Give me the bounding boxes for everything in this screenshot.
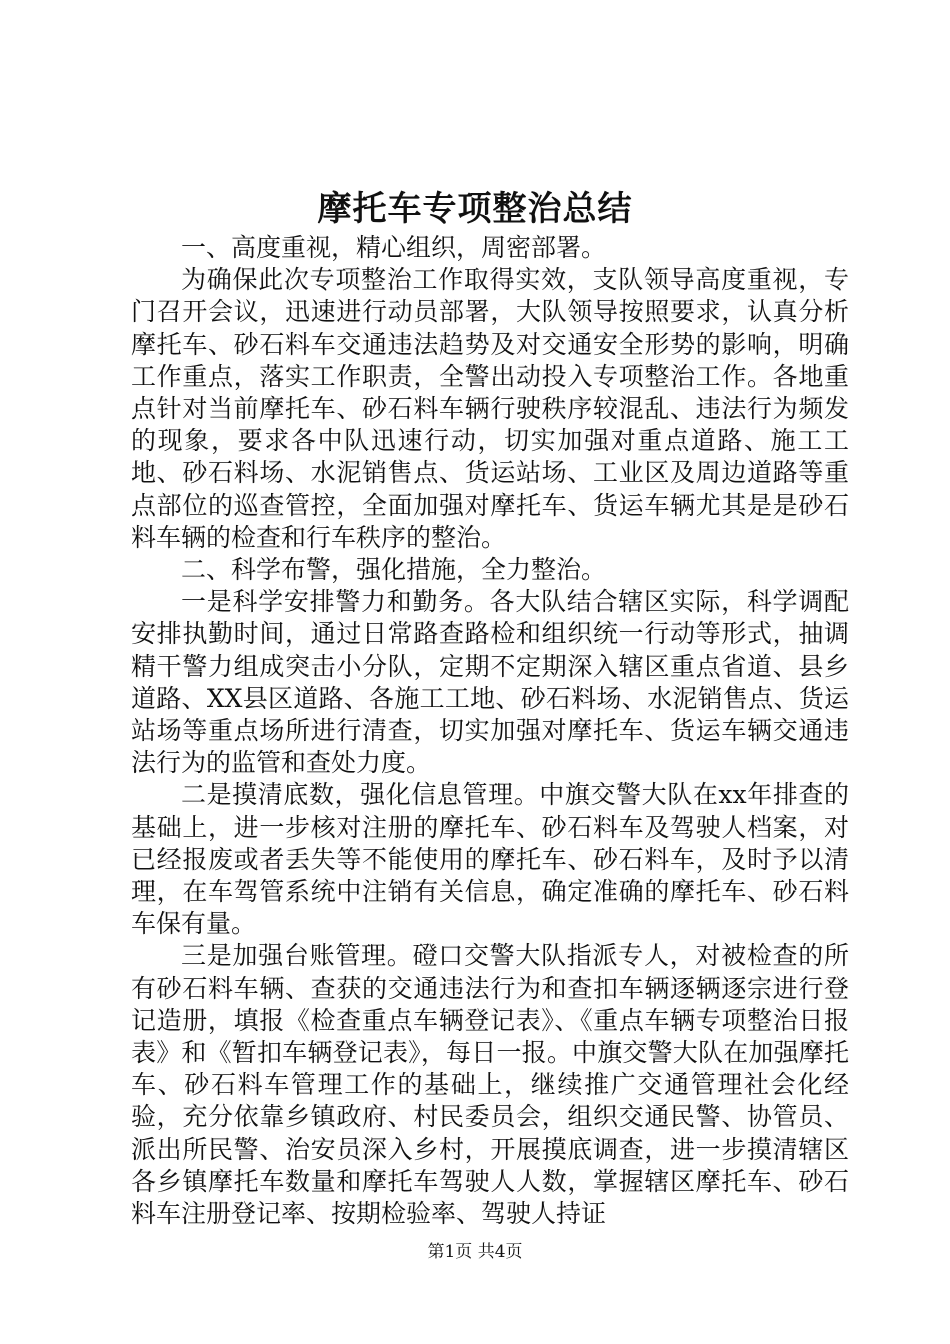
section-heading-1: 一、高度重视，精心组织，周密部署。 xyxy=(181,233,607,262)
body-paragraph: 为确保此次专项整治工作取得实效，支队领导高度重视，专门召开会议，迅速进行动员部署，大队领导按照要求，认真分析摩托车、砂石料车交通违法趋势及对交通安全形势的影响，明确工作重点，落实工作职责，全警出动投入专项整治工作。各地重点针对当前摩托车、砂石料车辆行驶秩序较混乱、违法行为频发的现象，要求各中队迅速行动，切实加强对重点道路、施工工地、砂石料场、水泥销售点、货运站场、工业区及周边道路等重点部位的巡查管控，全面加强对摩托车、货运车辆尤其是是砂石料车辆的检查和行车秩序的整治。 xyxy=(131,265,849,552)
section-heading-2: 二、科学布警，强化措施，全力整治。 xyxy=(181,555,607,585)
document-title: 摩托车专项整治总结 xyxy=(317,189,633,229)
body-paragraph: 二是摸清底数，强化信息管理。中旗交警大队在xx年排查的基础上，进一步核对注册的摩托车、砂石料车及驾驶人档案，对已经报废或者丢失等不能使用的摩托车、砂石料车，及时予以清理，在车驾管系统中注销有关信息，确定准确的摩托车、砂石料车保有量。 xyxy=(131,780,849,939)
body-paragraph: 一是科学安排警力和勤务。各大队结合辖区实际，科学调配安排执勤时间，通过日常路查路检和组织统一行动等形式，抽调精干警力组成突击小分队，定期不定期深入辖区重点省道、县乡道路、XX县区道路、各施工工地、砂石料场、水泥销售点、货运站场等重点场所进行清查，切实加强对摩托车、货运车辆交通违法行为的监管和查处力度。 xyxy=(131,587,849,778)
body-paragraph: 三是加强台账管理。磴口交警大队指派专人，对被检查的所有砂石料车辆、查获的交通违法行为和查扣车辆逐辆逐宗进行登记造册，填报《检查重点车辆登记表》、《重点车辆专项整治日报表》和《暂扣车辆登记表》，每日一报。中旗交警大队在加强摩托车、砂石料车管理工作的基础上，继续推广交通管理社会化经验，充分依靠乡镇政府、村民委员会，组织交通民警、协管员、派出所民警、治安员深入乡村，开展摸底调查，进一步摸清辖区各乡镇摩托车数量和摩托车驾驶人人数，掌握辖区摩托车、砂石料车注册登记率、按期检验率、驾驶人持证 xyxy=(131,941,849,1229)
document-body xyxy=(131,232,849,1230)
page-footer: 第1页 共4页 xyxy=(427,1242,523,1262)
